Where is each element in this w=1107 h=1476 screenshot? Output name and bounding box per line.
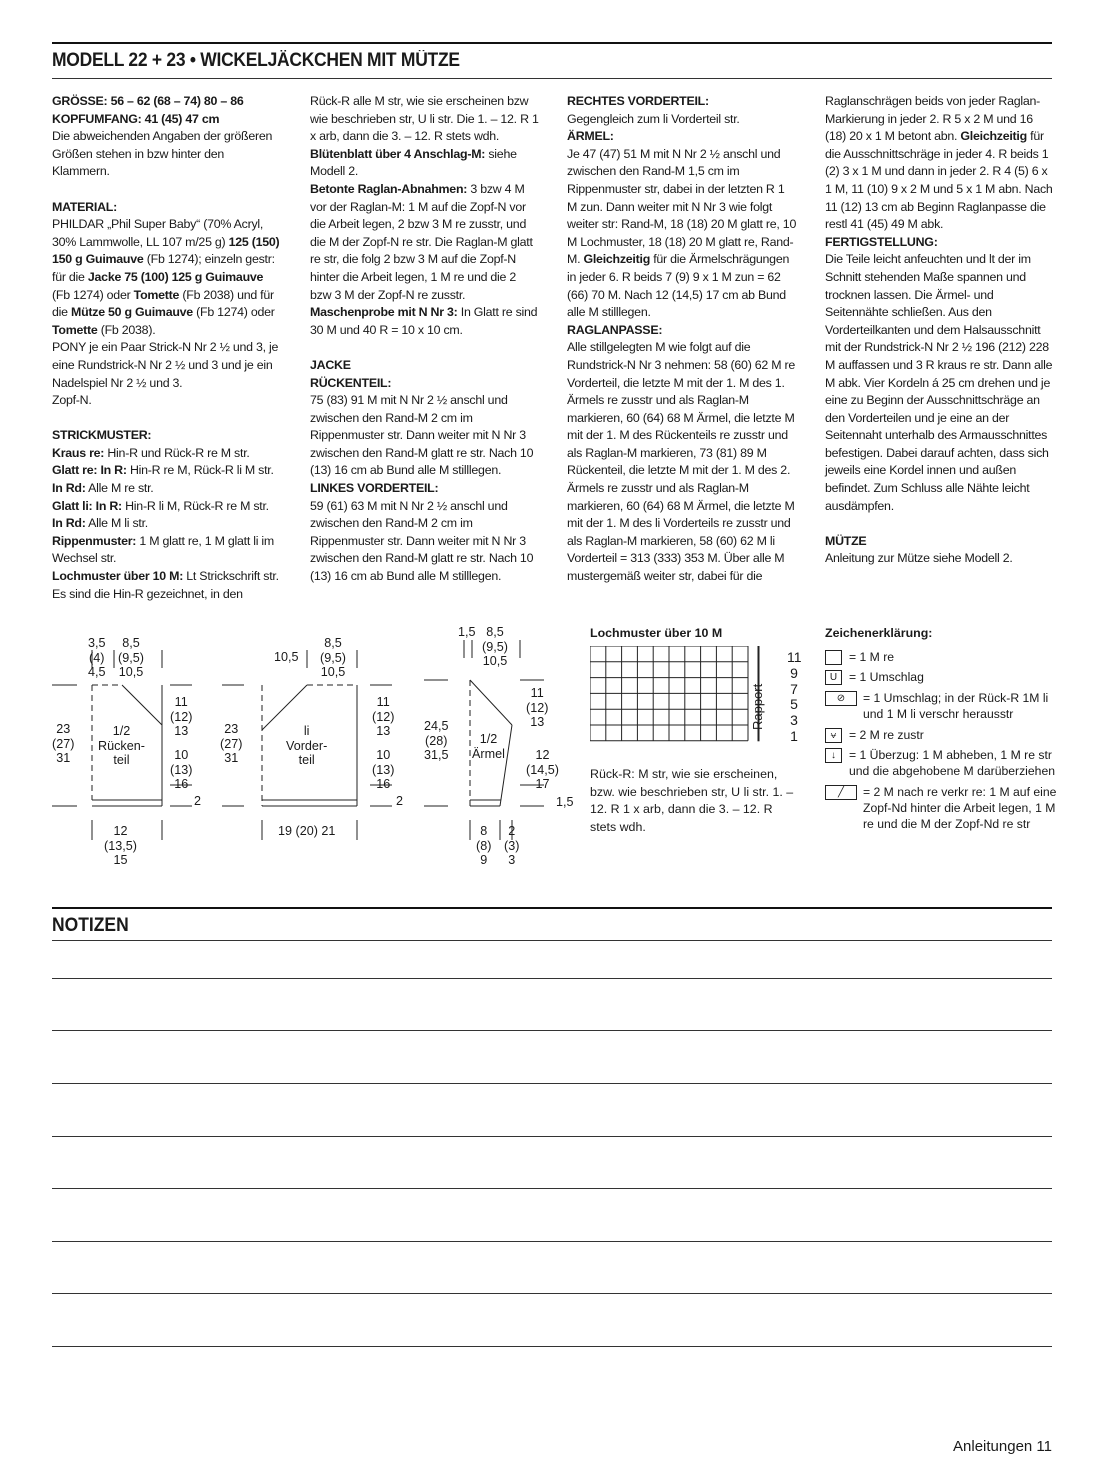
note-line[interactable]	[52, 1030, 1052, 1031]
yarn-over-icon: U	[825, 670, 842, 685]
legend-item: ⊘ = 1 Umschlag; in der Rück-R 1M li und 1 M li verschr herausstr	[825, 690, 1065, 722]
legend-title: Zeichenerklärung:	[825, 626, 933, 640]
notes-top-rule	[52, 907, 1052, 909]
legend-item: ╱ = 2 M nach re verkr re: 1 M auf eine Zopf-Nd hinter die Arbeit legen, 1 M re und die M der Zopf-Nd re str	[825, 784, 1065, 832]
chart-note: Rück-R: M str, wie sie erscheinen, bzw. wie beschrieben str, U li str. 1. – 12. R 1 x arb, dann die 3. – 12. R stets wdh.	[590, 767, 794, 834]
dim-front-length: 23 (27) 31	[220, 722, 243, 765]
skp-icon: ↓	[825, 748, 842, 763]
note-line[interactable]	[52, 1136, 1052, 1137]
note-line[interactable]	[52, 1083, 1052, 1084]
chart-row-number: 11	[787, 649, 802, 665]
chart-row-number: 7	[790, 680, 798, 697]
label-sleeve-piece: 1/2 Ärmel	[472, 732, 505, 761]
dim-front-width: 19 (20) 21	[278, 824, 336, 838]
dim-sleeve-raglan: 11 (12) 13	[526, 686, 549, 729]
chart-row-number: 1	[790, 728, 798, 744]
dim-back-length: 23 (27) 31	[52, 722, 75, 765]
chart-row-number: 3	[790, 712, 798, 729]
dim-back-body: 10 (13) 16	[170, 748, 193, 791]
column-4: Raglanschrägen beids von jeder Raglan-Markierung in jeder 2. R 5 x 2 M und 16 (18) 20 x 1 M betont abn. Gleichzeitig für die Ausschnittschräge in jeder 4. R beids 1 (2) 3 x 1 M und dann in jeder 2. R 4 (5) 6 x 1 M, 11 (10) 9 x 2 M und 5 x 1 M abn. Nach 11 (12) 13 cm ab Beginn Raglanpasse die restl 41 (45) 49 M abk. FERTIGSTELLUNG: Die Teile leicht anfeuchten und lt der im Schnitt stehenden Maße spannen und trocknen lassen. Die Ärmel- und Seitennähte schließen. Aus den Vorderteilkanten und dem Halsausschnitt mit der Rundstrick-N Nr 2 ½ 196 (212) 228 M auffassen und 3 R kraus re str. Dann alle M abk. Vier Kordeln á 25 cm drehen und je eine zu Beginn der Ausschnittschräge an den Vorderteilen und je eine an der Seitennaht unterhalb des Armausschnittes befestigen. Dabei darauf achten, dass sich jeweils eine Kordel innen und außen befindet. Zum Schluss alle Nähte leicht ausdämpfen. MÜTZE Anleitung zur Mütze siehe Modell 2.	[825, 94, 1053, 566]
chart-row-number: 5	[790, 696, 798, 713]
legend-item: U = 1 Umschlag	[825, 669, 1065, 685]
dim-sleeve-cap: 8,5 (9,5) 10,5	[482, 625, 508, 668]
schematics	[52, 620, 582, 880]
legend-item: ⩝ = 2 M re zustr	[825, 727, 1065, 743]
page-title: MODELL 22 + 23 • WICKELJÄCKCHEN MIT MÜTZE	[52, 50, 460, 71]
page-footer: Anleitungen 11	[953, 1438, 1052, 1455]
dim-back-rib: 2	[194, 794, 202, 808]
dim-back-neck: 8,5 (9,5) 10,5	[118, 636, 144, 679]
yarn-over-twisted-icon: ⊘	[825, 691, 857, 706]
top-rule	[52, 42, 1052, 44]
dim-back-width: 12 (13,5) 15	[104, 824, 137, 867]
dim-front-shoulder: 10,5	[274, 650, 299, 664]
column-3: RECHTES VORDERTEIL: Gegengleich zum li Vorderteil str. ÄRMEL: Je 47 (47) 51 M mit N Nr 2 ½ anschl und zwischen den Rand-M 1,5 cm im Rippenmuster str, dabei in der letzten R 1 M zun. Dann weiter mit N Nr 3 wie folgt weiter str: Rand-M, 18 (18) 20 M glatt re, 10 M Lochmuster, 18 (18) 20 M glatt re, Rand-M. Gleichzeitig für die Ärmelschrägungen in jeder 6. R beids 7 (9) 9 x 1 M zun = 62 (66) 70 M. Nach 12 (14,5) 17 cm ab Bund alle M stilllegen. RAGLANPASSE: Alle stillgelegten M wie folgt auf die Rundstrick-N Nr 3 nehmen: 58 (60) 62 M re Vorderteil, die letzte M mit der 1. M des 1. Ärmels re zusstr und als Raglan-M markieren, 60 (64) 68 M Ärmel, die letzte M mit der 1. M des Rückenteils re zusstr und als Raglan-M markieren, 73 (81) 89 M Rückenteil, die letzte M mit der 1. M des 2. Ärmels re zusstr und als Raglan-M markieren, 60 (64) 68 M Ärmel, die letzte M mit der 1. M des li Vorderteils re zusstr und als Raglan-M markieren, 58 (60) 62 M li Vorderteil = 313 (333) 353 M. Über alle M mustergemäß weiter str, dabei für die	[567, 94, 797, 584]
k2tog-icon: ⩝	[825, 728, 842, 743]
chart-row-number: 9	[790, 664, 798, 681]
dim-sleeve-width: 8 (8) 9	[476, 824, 492, 867]
title-underline	[52, 78, 1052, 79]
cross-right-icon: ╱	[825, 785, 857, 800]
note-line[interactable]	[52, 1346, 1052, 1347]
notes-underline	[52, 940, 1052, 941]
legend-item: = 1 M re	[825, 649, 1065, 665]
label-front-piece: li Vorder- teil	[286, 724, 328, 767]
column-2: Rück-R alle M str, wie sie erscheinen bzw wie beschrieben str, U li str. Die 1. – 12. R 1 x arb, dann die 3. – 12. R stets wdh. Blütenblatt über 4 Anschlag-M: siehe Modell 2. Betonte Raglan-Abnahmen: 3 bzw 4 M vor der Raglan-M: 1 M auf die Zopf-N vor die Arbeit legen, 2 bzw 3 M re zusstr, und die M der Zopf-N re str. Die Raglan-M glatt re str, die folg 2 bzw 3 M auf die Zopf-N hinter die Arbeit legen, 1 M re und die 2 bzw 3 M der Zopf-N re zusstr. Maschenprobe mit N Nr 3: In Glatt re sind 30 M und 40 R = 10 x 10 cm. JACKE RÜCKENTEIL: 75 (83) 91 M mit N Nr 2 ½ anschl und zwischen den Rand-M 2 cm im Rippenmuster str. Dann weiter mit N Nr 3 zwischen den Rand-M glatt re str. Nach 10 (13) 16 cm ab Bund alle M stilllegen. LINKES VORDERTEIL: 59 (61) 63 M mit N Nr 2 ½ anschl und zwischen den Rand-M 2 cm im Rippenmuster str. Dann weiter mit N Nr 3 zwischen den Rand-M glatt re str. Nach 10 (13) 16 cm ab Bund alle M stilllegen.	[310, 94, 539, 584]
dim-front-raglan: 11 (12) 13	[372, 695, 395, 738]
note-line[interactable]	[52, 1293, 1052, 1294]
dim-sleeve-rib: 1,5	[556, 795, 574, 809]
dim-sleeve-edge: 2 (3) 3	[504, 824, 520, 867]
notes-title: NOTIZEN	[52, 915, 129, 936]
dim-front-body: 10 (13) 16	[372, 748, 395, 791]
chart-title: Lochmuster über 10 M	[590, 626, 723, 640]
knit-icon	[825, 650, 842, 665]
dim-back-raglan: 11 (12) 13	[170, 695, 193, 738]
note-line[interactable]	[52, 1241, 1052, 1242]
label-back-piece: 1/2 Rücken- teil	[98, 724, 145, 767]
dim-sleeve-top: 1,5	[458, 625, 476, 639]
legend-item: ↓ = 1 Überzug: 1 M abheben, 1 M re str und die abgehobene M darüberziehen	[825, 747, 1065, 779]
dim-sleeve-body: 12 (14,5) 17	[526, 748, 559, 791]
dim-back-shoulder: 3,5 (4) 4,5	[88, 636, 106, 679]
dim-front-rib: 2	[396, 794, 404, 808]
dim-front-neck: 8,5 (9,5) 10,5	[320, 636, 346, 679]
note-line[interactable]	[52, 1188, 1052, 1189]
column-1: GRÖSSE: 56 – 62 (68 – 74) 80 – 86 KOPFUMFANG: 41 (45) 47 cm Die abweichenden Angaben der größeren Größen stehen in bzw hinter den Klammern. MATERIAL: PHILDAR „Phil Super Baby“ (70% Acryl, 30% Lammwolle, LL 107 m/25 g) 125 (150) 150 g Guimauve (Fb 1274); einzeln gestr: für die Jacke 75 (100) 125 g Guimauve (Fb 1274) oder Tomette (Fb 2038) und für die Mütze 50 g Guimauve (Fb 1274) oder Tomette (Fb 2038). PONY je ein Paar Strick-N Nr 2 ½ und 3, je eine Rundstrick-N Nr 2 ½ und 3 und je ein Nadelspiel Nr 2 ½ und 3. Zopf-N. STRICKMUSTER: Kraus re: Hin-R und Rück-R re M str. Glatt re: In R: Hin-R re M, Rück-R li M str. In Rd: Alle M re str. Glatt li: In R: Hin-R li M, Rück-R re M str. In Rd: Alle M li str. Rippenmuster: 1 M glatt re, 1 M glatt li im Wechsel str. Lochmuster über 10 M: Lt Strickschrift str. Es sind die Hin-R gezeichnet, in den	[52, 94, 280, 601]
dim-sleeve-length: 24,5 (28) 31,5	[424, 719, 449, 762]
page: MODELL 22 + 23 • WICKELJÄCKCHEN MIT MÜTZE GRÖSSE: 56 – 62 (68 – 74) 80 – 86 KOPFUMFANG: 41 (45) 47 cm Die abweichenden Angaben der größeren Größen stehen in bzw hinter den Klammern. MATERIAL: PHILDAR „Phil Super Baby“ (70% Acryl, 30% Lammwolle, LL 107 m/25 g) 125 (150) 150 g Guimauve (Fb 1274); einzeln gestr: für die Jacke 75 (100) 125 g Guimauve (Fb 1274) oder Tomette (Fb 2038) und für die Mütze 50 g Guimauve (Fb 1274) oder Tomette (Fb 2038). PONY je ein Paar Strick-N Nr 2 ½ und 3, je eine Rundstrick-N Nr 2 ½ und 3 und je ein Nadelspiel Nr 2 ½ und 3. Zopf-N. STRICKMUSTER: Kraus re: Hin-R und Rück-R re M str. Glatt re: In R: Hin-R re M, Rück-R li M str. In Rd: Alle M re str. Glatt li: In R: Hin-R li M, Rück-R re M str. In Rd: Alle M li str. Rippenmuster: 1 M glatt re, 1 M glatt li im Wechsel str. Lochmuster über 10 M: Lt Strickschrift str. Es sind die Hin-R gezeichnet, in den Rück-R alle M str, wie sie erscheinen bzw wie beschrieben str, U li str. Die 1. – 12. R 1 x arb, dann die 3. – 12. R stets wdh. Blütenblatt über 4 Anschlag-M: siehe Modell 2. Betonte Raglan-Abnahmen: 3 bzw 4 M vor der Raglan-M: 1 M auf die Zopf-N vor die Arbeit legen, 2 bzw 3 M re zusstr, und die M der Zopf-N re str. Die Raglan-M glatt re str, die folg 2 bzw 3 M auf die Zopf-N hinter die Arbeit legen, 1 M re und die 2 bzw 3 M der Zopf-N re zusstr. Maschenprobe mit N Nr 3: In Glatt re sind 30 M und 40 R = 10 x 10 cm. JACKE RÜCKENTEIL: 75 (83) 91 M mit N Nr 2 ½ anschl und zwischen den Rand-M 2 cm im Rippenmuster str. Dann weiter mit N Nr 3 zwischen den Rand-M glatt re str. Nach 10 (13) 16 cm ab Bund alle M stilllegen. LINKES VORDERTEIL: 59 (61) 63 M mit N Nr 2 ½ anschl und zwischen den Rand-M 2 cm im Rippenmuster str. Dann weiter mit N Nr 3 zwischen den Rand-M glatt re str. Nach 10 (13) 16 cm ab Bund alle M stilllegen. RECHTES VORDERTEIL: Gegengleich zum li Vorderteil str. ÄRMEL: Je 47 (47) 51 M mit N Nr 2 ½ anschl und zwischen den Rand-M 1,5 cm im Rippenmuster str, dabei in der letzten R 1 M zun. Dann weiter mit N Nr 3 wie folgt weiter str: Rand-M, 18 (18) 20 M glatt re, 10 M Lochmuster, 18 (18) 20 M glatt re, Rand-M. Gleichzeitig für die Ärmelschrägungen in jeder 6. R beids 7 (9) 9 x 1 M zun = 62 (66) 70 M. Nach 12 (14,5) 17 cm ab Bund alle M stilllegen. RAGLANPASSE: Alle stillgelegten M wie folgt auf die Rundstrick-N Nr 3 nehmen: 58 (60) 62 M re Vorderteil, die letzte M mit der 1. M des 1. Ärmels re zusstr und als Raglan-M markieren, 60 (64) 68 M Ärmel, die letzte M mit der 1. M des Rückenteils re zusstr und als Raglan-M markieren, 73 (81) 89 M Rückenteil, die letzte M mit der 1. M des 2. Ärmels re zusstr und als Raglan-M markieren, 60 (64) 68 M Ärmel, die letzte M mit der 1. M des li Vorderteils re zusstr und als Raglan-M markieren, 58 (60) 62 M li Vorderteil = 313 (333) 353 M. Über alle M mustergemäß weiter str, dabei für die Raglanschrägen beids von jeder Raglan-Markierung in jeder 2. R 5 x 2 M und 16 (18) 20 x 1 M betont abn. Gleichzeitig für die Ausschnittschräge in jeder 4. R beids 1 (2) 3 x 1 M und dann in jeder 2. R 4 (5) 6 x 1 M, 11 (10) 9 x 2 M und 5 x 1 M abn. Nach 11 (12) 13 cm ab Beginn Raglanpasse die restl 41 (45) 49 M abk. FERTIGSTELLUNG: Die Teile leicht anfeuchten und lt der im Schnitt stehenden Maße spannen und trocknen lassen. Die Ärmel- und Seitennähte schließen. Aus den Vorderteilkanten und dem Halsausschnitt mit der Rundstrick-N Nr 2 ½ 196 (212) 228 M auffassen und 3 R kraus re str. Dann alle M abk. Vier Kordeln á 25 cm drehen und je eine zu Beginn der Ausschnittschräge an den Vorderteilen und je eine an der Seitennaht unterhalb des Armausschnittes befestigen. Dabei darauf achten, dass sich jeweils eine Kordel innen und außen befindet. Zum Schluss alle Nähte leicht ausdämpfen. MÜTZE Anleitung zur Mütze siehe Modell 2. 3,5 (4) 4,5 8,5 (9,5) 10,5 11 (12) 13 23 (27) 31 1/2 Rücken- teil 10 (13) 16 2 12 (13,5) 15 10,5 8,5 (9,5) 10,5 11 (12) 13 23 (27) 31 li Vorder- teil 10 (13) 16 2 19 (20) 21 1,5 8,5 (9,5) 10,5 11 (12) 13 24,5 (28) 31,5 1/2 Ärmel 12 (14,5) 17 1,5 8 (8) 9 2 (3) 3 Lochmuster über 10 M Rapport 11 9 7 5 3 1 Rück-R: M str, wie sie erscheinen, bzw. wie beschrieben str, U li str. 1. – 12. R 1 x arb, dann die 3. – 12. R stets wdh. Zeichenerklärung: = 1 M re U = 1 Umschlag ⊘ = 1 Umschlag; in der Rück-R 1M li und 1 M li verschr herausstr ⩝ = 2 M re zustr ↓ = 1 Überzug: 1 M abheben, 1 M re str und die abgehobene M darüberziehen ╱ = 2 M nach re verkr re: 1 M auf eine Zopf-Nd hinter die Arbeit legen, 1 M re und die M der Zopf-Nd re str NOTIZEN Anleitungen 11	[52, 0, 1052, 1476]
note-line[interactable]	[52, 978, 1052, 979]
